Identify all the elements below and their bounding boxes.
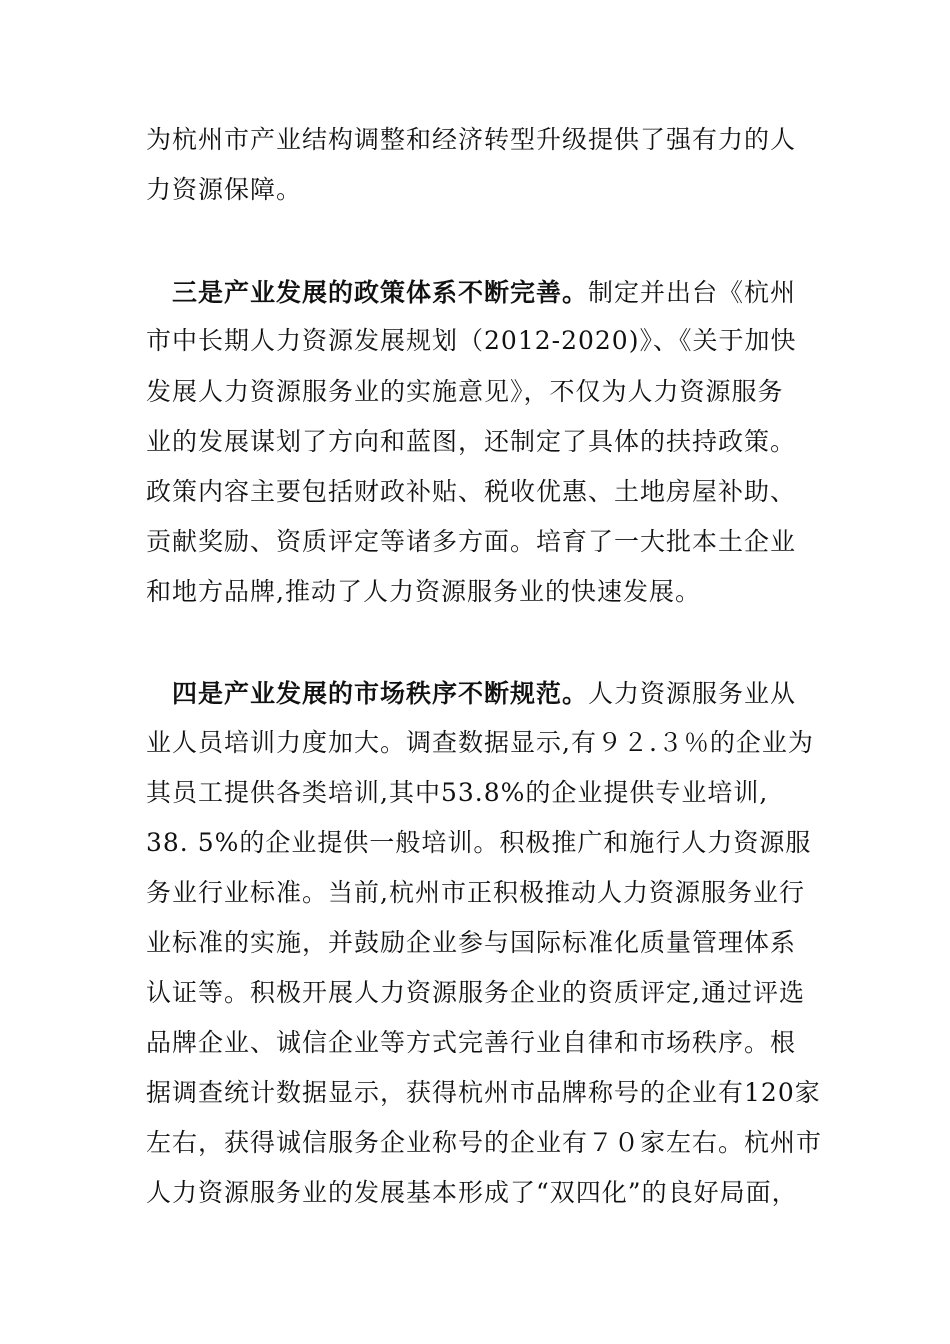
market-line-6: 业标准的实施，并鼓励企业参与国际标准化质量管理体系 [146,928,797,957]
market-heading: 四是产业发展的市场秩序不断规范。 [172,679,589,708]
policy-first-line [172,277,852,309]
intro-line-2: 力资源保障。 [146,175,303,204]
market-line-10: 左右，获得诚信服务企业称号的企业有７０家左右。杭州市 [146,1128,823,1157]
policy-line-6: 贡献奖励、资质评定等诸多方面。培育了一大批本土企业 [146,527,797,556]
market-line-2: 业人员培训力度加大。调查数据显示,有９２.３％的企业为 [146,728,814,757]
market-first-line-text: 人力资源服务业从 [588,679,797,708]
intro-line-1: 为杭州市产业结构调整和经济转型升级提供了强有力的人 [146,125,797,154]
market-line-4: 38. 5%的企业提供一般培训。积极推广和施行人力资源服 [146,828,812,857]
policy-line-5: 政策内容主要包括财政补贴、税收优惠、土地房屋补助、 [146,477,797,506]
policy-line-2: 市中长期人力资源发展规划（2012-2020)》、《关于加快 [146,326,797,355]
market-line-8: 品牌企业、诚信企业等方式完善行业自律和市场秩序。根 [146,1028,797,1057]
market-line-3: 其员工提供各类培训,其中53.8%的企业提供专业培训, [146,778,769,807]
policy-line-3: 发展人力资源服务业的实施意见》，不仅为人力资源服务 [146,377,784,406]
policy-heading: 三是产业发展的政策体系不断完善。 [172,278,589,307]
market-line-11: 人力资源服务业的发展基本形成了“双四化”的良好局面， [146,1178,798,1207]
policy-first-line-text: 制定并出台《杭州 [588,278,797,307]
policy-line-7: 和地方品牌,推动了人力资源服务业的快速发展。 [146,577,701,606]
market-first-line [172,678,852,710]
market-line-5: 务业行业标准。当前,杭州市正积极推动人力资源服务业行 [146,878,805,907]
policy-line-4: 业的发展谋划了方向和蓝图，还制定了具体的扶持政策。 [146,427,797,456]
market-line-9: 据调查统计数据显示，获得杭州市品牌称号的企业有120家 [146,1078,821,1107]
market-line-7: 认证等。积极开展人力资源服务企业的资质评定,通过评选 [146,978,805,1007]
